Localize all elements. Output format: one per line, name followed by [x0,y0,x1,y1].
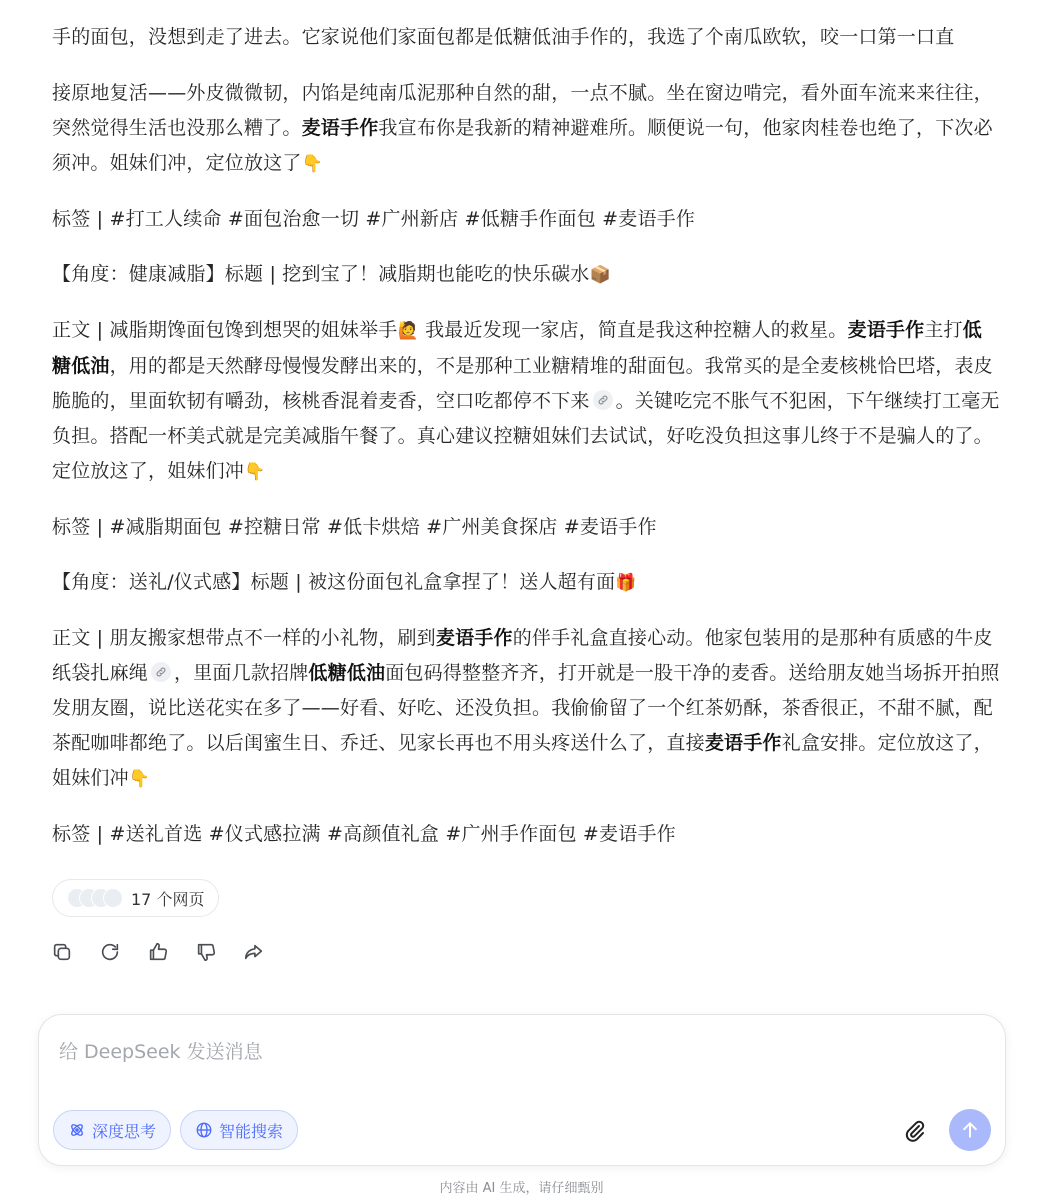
point-down-emoji: 👇 [244,462,266,482]
message-paragraph [52,313,1000,490]
text: 礼盒安排。定位放这了，姐妹们冲 [52,732,993,789]
angle-heading [52,565,1000,601]
send-button[interactable] [949,1109,991,1151]
text: 正文 | 减脂期馋面包馋到想哭的姐妹举手 [52,319,398,341]
text: 【角度：健康减脂】标题 | 挖到宝了！减脂期也能吃的快乐碳水 [52,263,590,285]
sources-count-label: 17 个网页 [131,889,205,909]
deep-think-label: 深度思考 [92,1121,157,1141]
raise-hand-emoji: 🙋 [397,321,419,341]
point-down-emoji: 👇 [301,154,323,174]
box-emoji: 📦 [589,265,611,285]
dislike-button[interactable] [194,940,218,964]
gift-emoji: 🎁 [615,573,637,593]
like-button[interactable] [146,940,170,964]
brand-bold: 麦语手作 [435,627,513,649]
text: 【角度：送礼/仪式感】标题 | 被这份面包礼盒拿捏了！送人超有面 [52,571,616,593]
text: 接原地复活——外皮微微韧，内馅是纯南瓜泥那种自然的甜，一点不腻。坐在窗边啃完，看外面车流来来往 [52,82,955,104]
ai-disclaimer: 内容由 AI 生成，请仔细甄别 [439,1181,604,1196]
share-icon [243,941,265,963]
tags-line: 标签 | #减脂期面包 #控糖日常 #低卡烘焙 #广州美食探店 #麦语手作 [52,516,657,538]
copy-icon [51,941,73,963]
atom-icon [68,1121,86,1139]
arrow-up-icon [960,1120,980,1140]
deep-think-toggle[interactable] [53,1110,171,1150]
text: 正文 | 朋友搬家想带点不一样的小礼物，刷到 [52,627,436,649]
citation-link-icon[interactable] [151,662,171,682]
assistant-message [52,26,1000,852]
tags-line: 标签 | #送礼首选 #仪式感拉满 #高颜值礼盒 #广州手作面包 #麦语手作 [52,823,676,845]
point-down-emoji: 👇 [128,769,151,789]
message-paragraph-cut [52,26,1000,76]
text: 我宣布你是我新的精神避难所。顺便说一句，他家肉桂卷也绝了，下次必须冲。姐妹们冲，定位放这了 [52,117,993,174]
tags-line: 标签 | #打工人续命 #面包治愈一切 #广州新店 #低糖手作面包 #麦语手作 [52,208,696,230]
paperclip-icon [903,1119,927,1143]
text: 的伴手礼盒直接心动。他家包装用的是那种有质感的牛皮纸袋扎麻绳 [52,627,993,684]
thumbs-up-icon [147,941,169,963]
share-button[interactable] [242,940,266,964]
text: ，里面几款招牌 [174,662,309,684]
refresh-icon [99,941,121,963]
brand-bold: 麦语手作 [847,319,925,341]
regenerate-button[interactable] [98,940,122,964]
message-input[interactable]: 给 DeepSeek 发送消息 [59,1041,263,1063]
copy-button[interactable] [50,940,74,964]
message-paragraph [52,76,1000,182]
message-composer[interactable] [38,1014,1006,1166]
text: 主打 [924,319,963,341]
text: 往，突然觉得生活也没那么糟了。 [52,82,993,139]
message-actions [50,940,266,964]
text: 面包码得整整齐齐，打开就是一股干净的麦香。送给朋友她当场拆开拍照发朋友圈，说比送花实在多了——好看、好吃、还没负担。我偷偷留了一个红茶奶酥，茶香很正，不甜不腻，配茶配咖啡都绝了。以后闺蜜生日、乔迁、见家长再也不用头疼送什么了，直接 [52,662,1000,754]
favicon-placeholder [103,888,123,908]
angle-heading [52,257,1000,293]
text: 。关键吃完不胀气不犯困，下午继续打工毫无负担。搭配一杯美式就是完美减脂午餐了。真心建议控糖姐妹们去试试，好吃没负担这事儿终于不是骗人的了。定位放这了，姐妹们冲 [52,390,1000,482]
citation-link-icon[interactable] [593,390,613,410]
attach-button[interactable] [903,1119,927,1143]
message-paragraph [52,621,1000,797]
keyword-bold: 低糖低油 [52,319,982,377]
source-favicons [67,888,123,908]
web-search-toggle[interactable] [180,1110,298,1150]
cut-text: 手的面包，没想到走了进去。它家说他们家面包都是低糖低油手作的，我选了个南瓜欧软，咬一口第一口直 [52,26,955,48]
web-search-label: 智能搜索 [219,1121,284,1141]
globe-icon [195,1121,213,1139]
text: ，用的都是天然酵母慢慢发酵出来的，不是那种工业糖精堆的甜面包。我常买的是全麦核桃恰巴塔，表皮脆脆的，里面软韧有嚼劲，核桃香混着麦香，空口吃都停不下来 [52,355,993,412]
sources-button[interactable] [52,879,219,917]
text: 我最近发现一家店，简直是我这种控糖人的救星。 [425,319,848,341]
keyword-bold: 低糖低油 [308,662,386,684]
brand-bold: 麦语手作 [704,732,782,754]
thumbs-down-icon [195,941,217,963]
brand-bold: 麦语手作 [301,117,379,139]
